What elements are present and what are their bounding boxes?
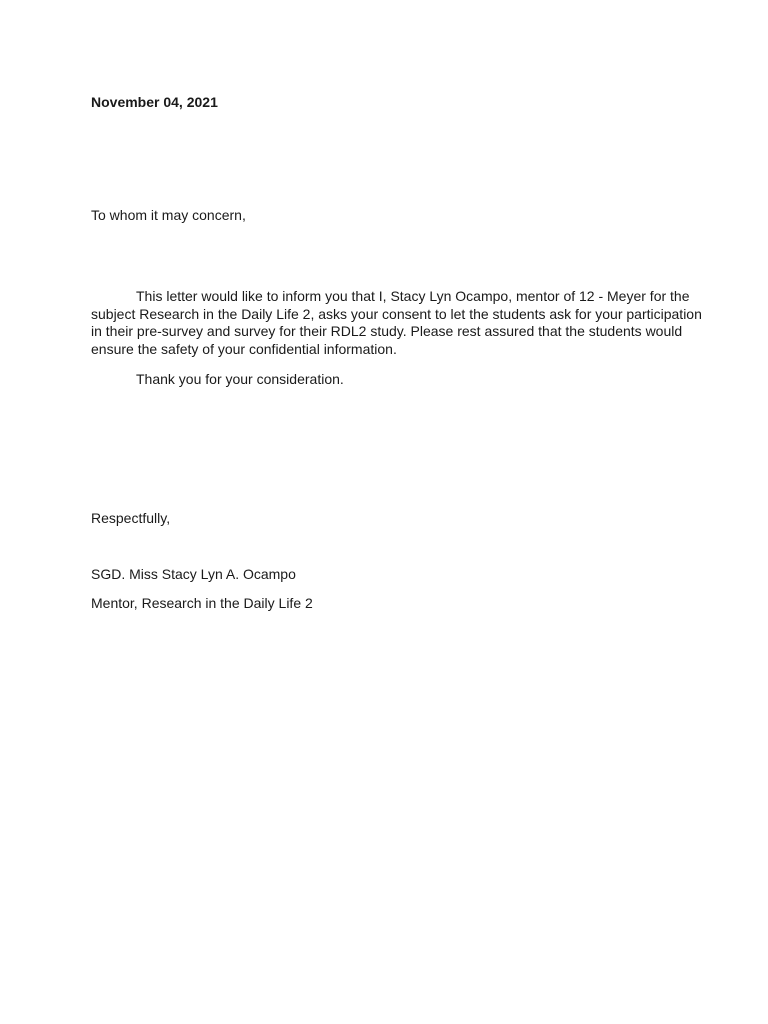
- letter-closing: Respectfully,: [91, 510, 171, 526]
- body-line: ensure the safety of your confidential information.: [91, 340, 397, 357]
- body-line: This letter would like to inform you that I, Stacy Lyn Ocampo, mentor of 12 - Meyer for the: [136, 288, 690, 304]
- body-line: in their pre-survey and survey for their RDL2 study. Please rest assured that the students would: [91, 323, 683, 339]
- letter-signature: SGD. Miss Stacy Lyn A. Ocampo: [91, 566, 296, 582]
- body-line: subject Research in the Daily Life 2, asks your consent to let the students ask for your participation: [91, 305, 702, 322]
- letter-salutation: To whom it may concern,: [91, 207, 246, 223]
- letter-body-paragraph: [91, 288, 702, 358]
- signer-title: Mentor, Research in the Daily Life 2: [91, 595, 313, 611]
- letter-thanks: Thank you for your consideration.: [136, 371, 344, 387]
- letter-date: November 04, 2021: [91, 94, 218, 110]
